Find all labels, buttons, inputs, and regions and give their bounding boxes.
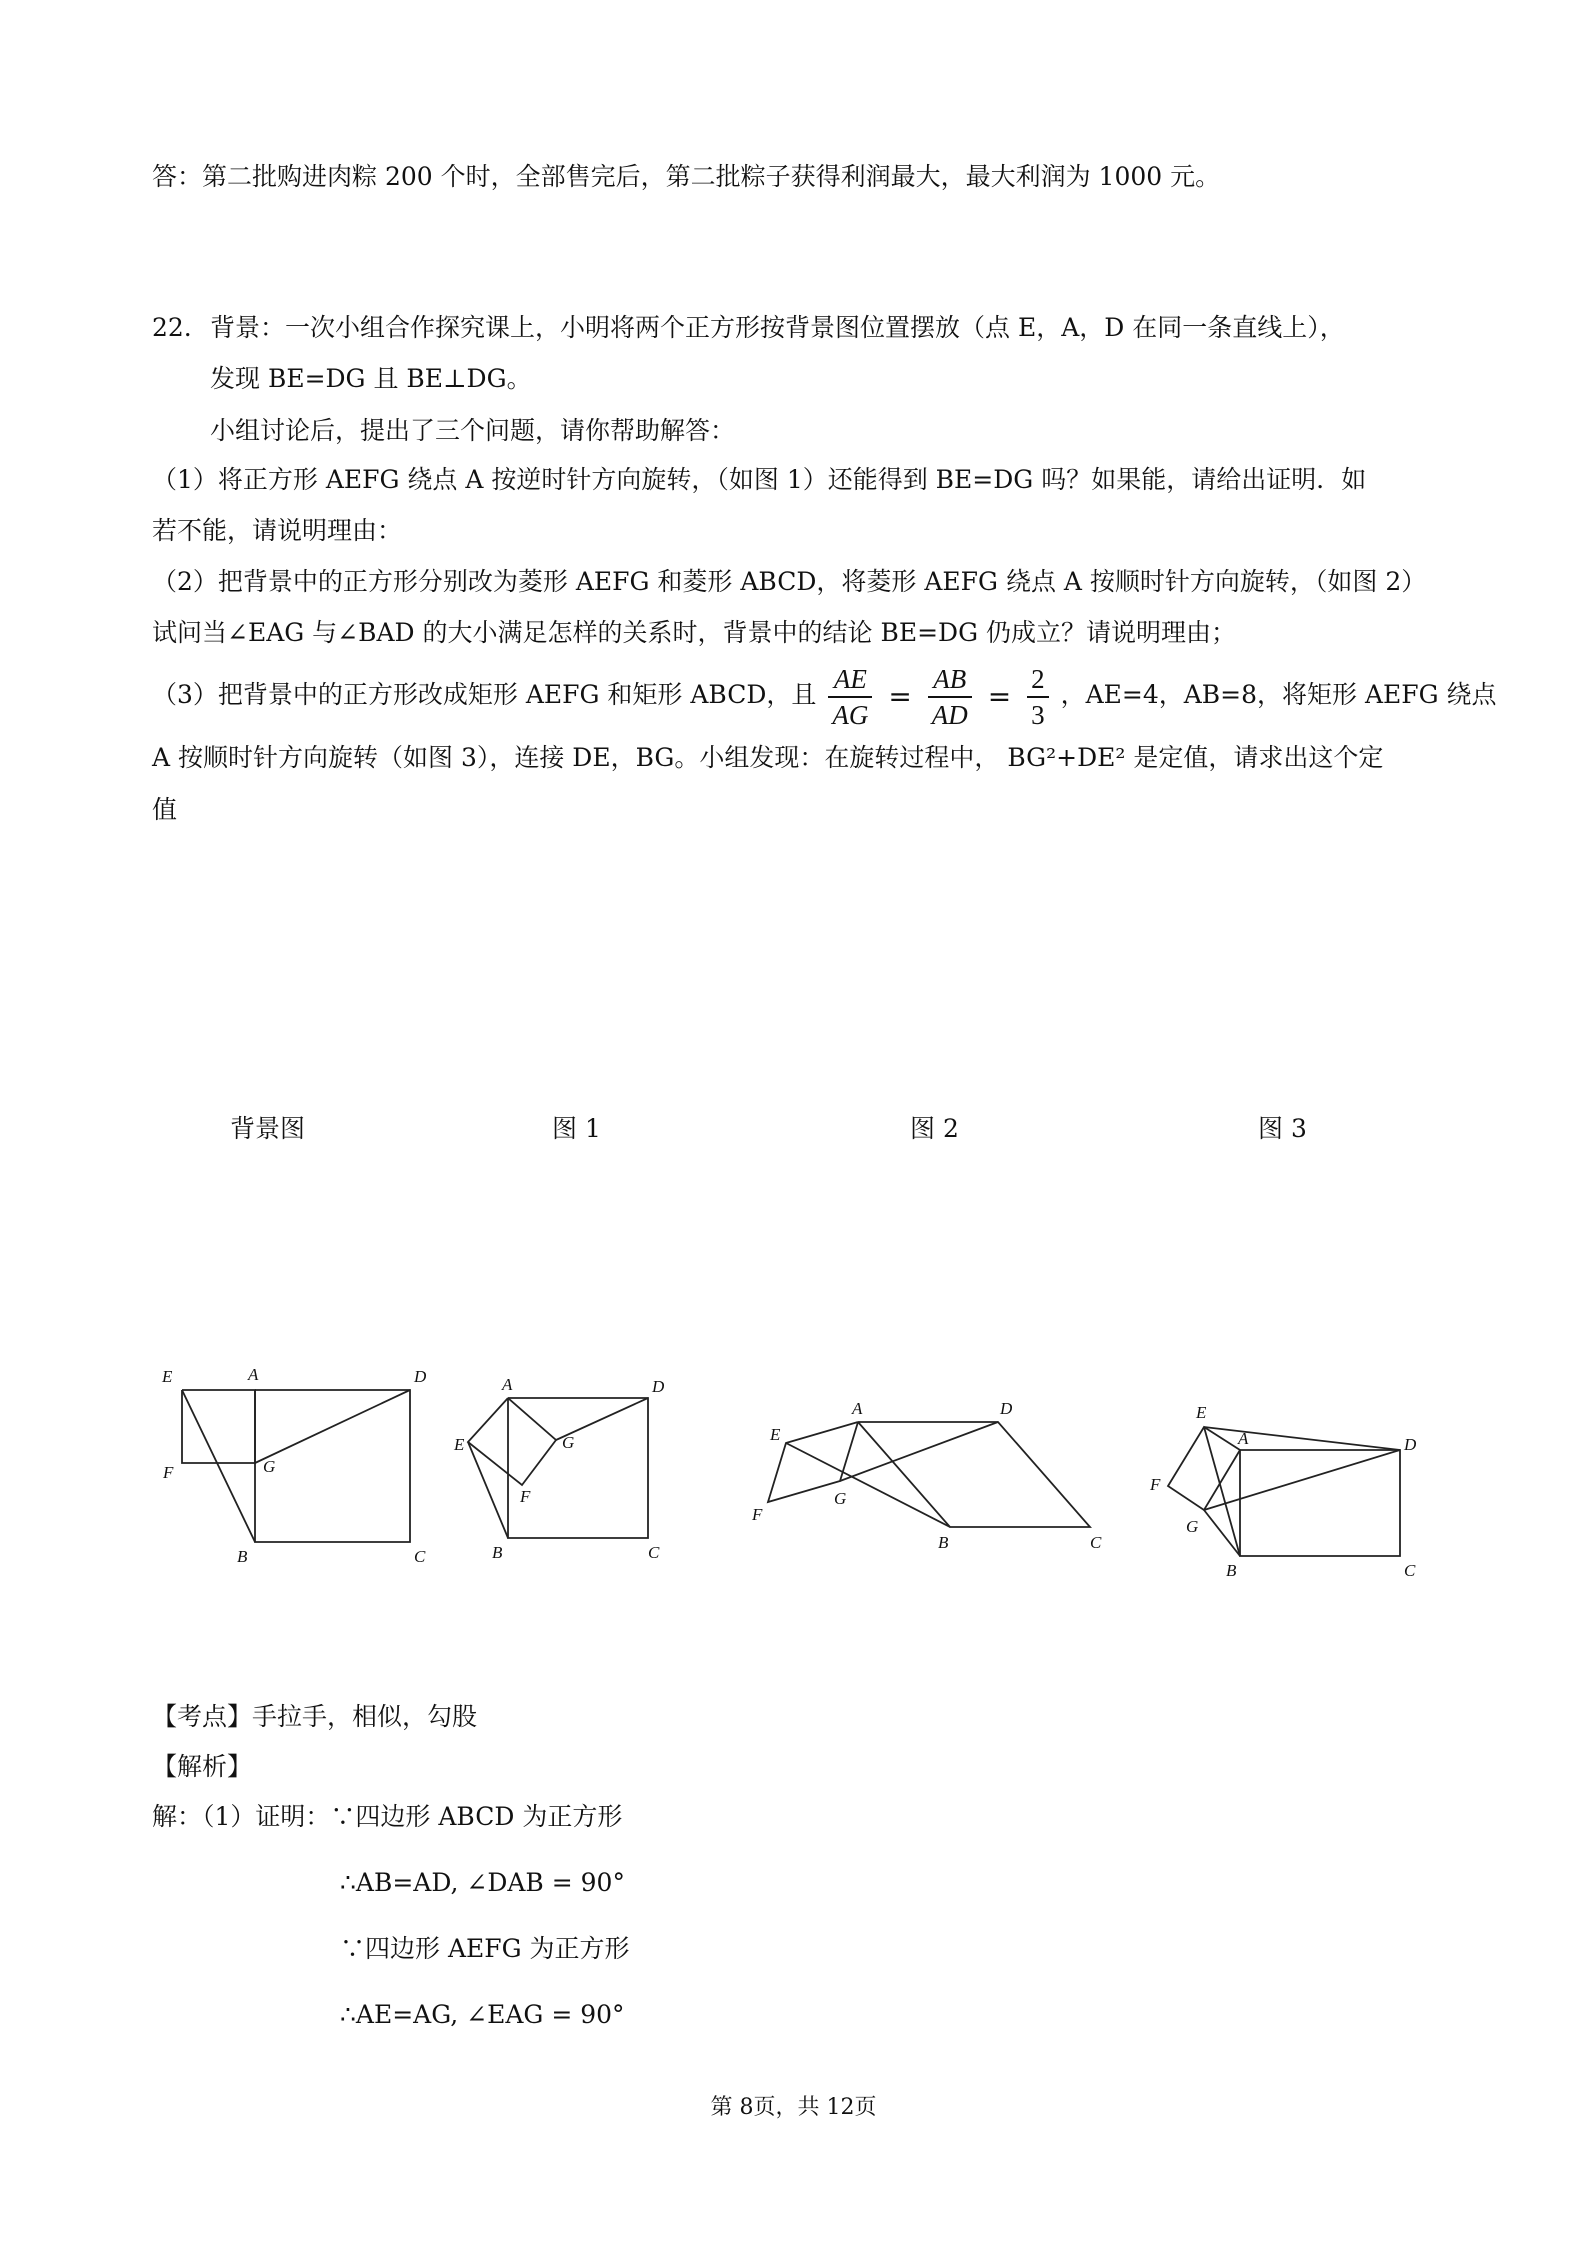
background-line-2: 发现 BE=DG 且 BE⊥DG。	[210, 364, 532, 393]
label-g: G	[834, 1489, 847, 1508]
rectangle-aefg	[1168, 1427, 1240, 1510]
label-f: F	[520, 1487, 531, 1506]
part2-line-2: 试问当∠EAG 与∠BAD 的大小满足怎样的关系时，背景中的结论 BE=DG 仍成立？请说明理由；	[152, 618, 1237, 647]
square-abcd	[508, 1398, 648, 1538]
figure-1	[453, 1375, 665, 1562]
solution-step-2: ∴AB=AD, ∠DAB = 90°	[340, 1868, 625, 1897]
part3-suffix: ，AE=4，AB=8，将矩形 AEFG 绕点	[1060, 680, 1497, 709]
label-d: D	[1404, 1435, 1417, 1454]
segment-be	[182, 1390, 255, 1542]
solution-step-1: 解：（1）证明：∵四边形 ABCD 为正方形	[152, 1802, 623, 1831]
label-f: F	[752, 1505, 763, 1524]
label-d: D	[414, 1367, 427, 1386]
label-a: A	[502, 1375, 513, 1394]
label-d: D	[1000, 1399, 1013, 1418]
background-figure	[161, 1365, 427, 1566]
fraction-ae-ag	[828, 662, 872, 732]
label-e: E	[454, 1435, 465, 1454]
caption-background: 背景图	[230, 1114, 306, 1143]
caption-figure-3: 图 3	[1258, 1114, 1307, 1143]
part3-line-2: A 按顺时针方向旋转（如图 3），连接 DE，BG。小组发现：在旋转过程中， BG²+DE² 是定值，请求出这个定	[152, 743, 1384, 772]
label-b: B	[492, 1543, 503, 1562]
segment-be	[786, 1443, 950, 1527]
label-e: E	[1196, 1403, 1207, 1422]
label-c: C	[1090, 1533, 1102, 1552]
jiexi: 【解析】	[152, 1752, 253, 1781]
segment-be	[468, 1442, 508, 1538]
segment-dg	[840, 1422, 998, 1481]
label-e: E	[162, 1367, 173, 1386]
fraction-denominator: 3	[1031, 699, 1045, 730]
square-abcd	[255, 1390, 410, 1542]
label-c: C	[1404, 1561, 1416, 1580]
label-b: B	[237, 1547, 248, 1566]
fraction-denominator: AG	[832, 699, 869, 730]
label-a: A	[248, 1365, 259, 1384]
label-c: C	[648, 1543, 660, 1562]
label-g: G	[1186, 1517, 1199, 1536]
part3-prefix: （3）把背景中的正方形改成矩形 AEFG 和矩形 ABCD，且	[152, 680, 817, 709]
fraction-numerator: 2	[1027, 662, 1049, 698]
segment-bg	[1204, 1510, 1240, 1556]
rhombus-abcd	[858, 1422, 1090, 1527]
solution-step-3: ∵四边形 AEFG 为正方形	[340, 1934, 630, 1963]
fraction-denominator: AD	[931, 699, 968, 730]
part3-line-3: 值	[152, 795, 178, 824]
question-number: 22.	[152, 313, 192, 342]
part1-line-2: 若不能，请说明理由：	[152, 516, 403, 545]
segment-dg	[1204, 1450, 1400, 1510]
previous-answer: 答：第二批购进肉粽 200 个时，全部售完后，第二批粽子获得利润最大，最大利润为 1000 元。	[152, 162, 1221, 191]
rectangle-abcd	[1240, 1450, 1400, 1556]
page-footer: 第 8页，共 12页	[710, 2095, 877, 2120]
part1-line-1: （1）将正方形 AEFG 绕点 A 按逆时针方向旋转，（如图 1）还能得到 BE=DG 吗？如果能，请给出证明．如	[152, 465, 1367, 494]
square-aefg	[182, 1390, 255, 1463]
equals-sign: =	[987, 679, 1012, 713]
fraction-two-thirds	[1027, 662, 1049, 732]
label-c: C	[414, 1547, 426, 1566]
label-f: F	[1150, 1475, 1161, 1494]
label-g: G	[263, 1457, 276, 1476]
label-d: D	[652, 1377, 665, 1396]
label-b: B	[938, 1533, 949, 1552]
caption-figure-1: 图 1	[552, 1114, 601, 1143]
label-e: E	[770, 1425, 781, 1444]
equals-sign: =	[888, 679, 912, 713]
fraction-numerator: AE	[828, 662, 872, 698]
label-a: A	[1238, 1429, 1249, 1448]
kaodian: 【考点】手拉手，相似，勾股	[152, 1702, 478, 1731]
figure-2	[751, 1399, 1102, 1552]
label-b: B	[1226, 1561, 1237, 1580]
intro-line: 小组讨论后，提出了三个问题，请你帮助解答：	[210, 416, 736, 445]
fraction-numerator: AB	[928, 662, 972, 698]
segment-dg	[255, 1390, 410, 1463]
solution-step-4: ∴AE=AG, ∠EAG = 90°	[340, 2000, 625, 2029]
label-a: A	[852, 1399, 863, 1418]
background-line-1: 背景：一次小组合作探究课上，小明将两个正方形按背景图位置摆放（点 E，A，D 在同一条直线上），	[210, 313, 1345, 342]
part2-line-1: （2）把背景中的正方形分别改为菱形 AEFG 和菱形 ABCD，将菱形 AEFG 绕点 A 按顺时针方向旋转，（如图 2）	[152, 567, 1427, 596]
geometry-figures	[0, 1330, 1587, 1630]
part3-line-1	[152, 660, 1497, 732]
label-g: G	[562, 1433, 575, 1452]
label-f: F	[163, 1463, 174, 1482]
figure-3	[1149, 1403, 1417, 1580]
fraction-ab-ad	[928, 662, 972, 732]
caption-figure-2: 图 2	[910, 1114, 959, 1143]
